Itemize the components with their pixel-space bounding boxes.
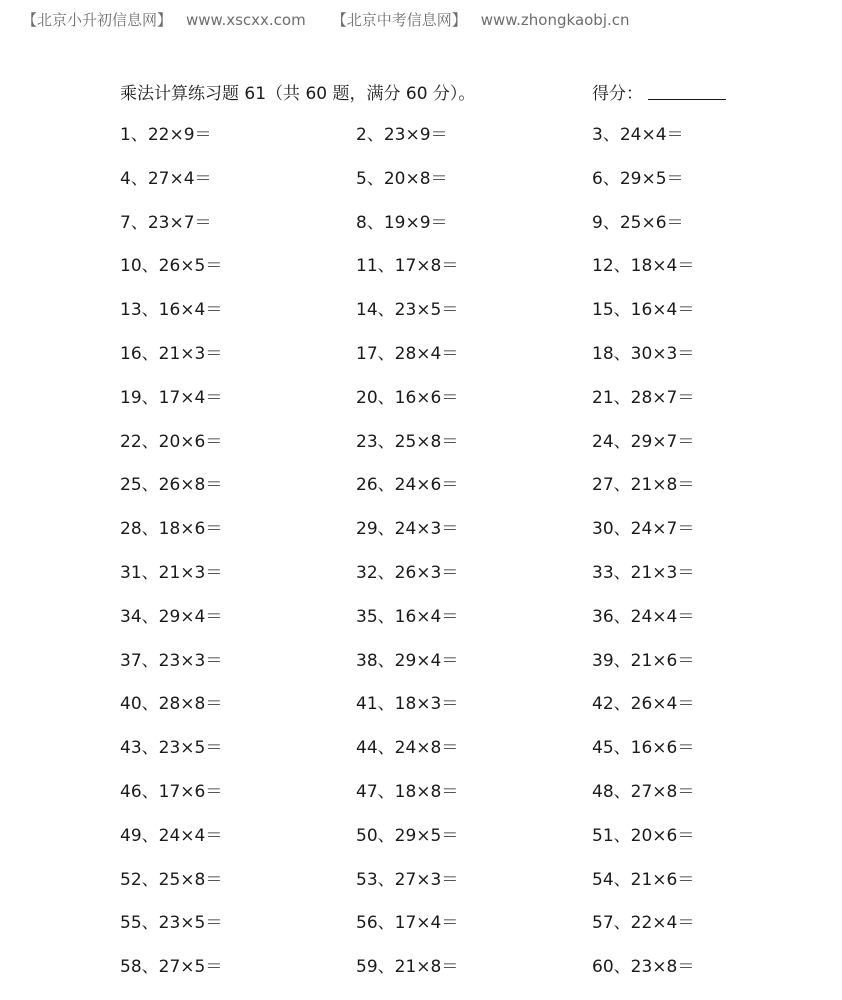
score-blank-line: [648, 99, 726, 100]
problem-item: 31、21×3＝: [120, 562, 223, 583]
problem-item: 10、26×5＝: [120, 256, 223, 277]
problem-item: 52、25×8＝: [120, 869, 223, 890]
header-site-zhongkaobj: www.zhongkaobj.cn: [480, 11, 630, 29]
header-site-xscxx: www.xscxx.com: [186, 11, 306, 29]
problem-item: 41、18×3＝: [356, 694, 459, 715]
problem-item: 7、23×7＝: [120, 212, 212, 233]
problem-item: 57、22×4＝: [592, 913, 695, 934]
problem-item: 58、27×5＝: [120, 957, 223, 978]
problem-item: 13、16×4＝: [120, 300, 223, 321]
problem-item: 25、26×8＝: [120, 475, 223, 496]
problem-item: 18、30×3＝: [592, 343, 695, 364]
problem-item: 50、29×5＝: [356, 825, 459, 846]
problem-item: 3、24×4＝: [592, 125, 684, 145]
problem-item: 38、29×4＝: [356, 650, 459, 671]
problem-item: 12、18×4＝: [592, 256, 695, 277]
problem-item: 21、28×7＝: [592, 387, 695, 408]
problem-item: 2、23×9＝: [356, 125, 448, 145]
problem-item: 54、21×6＝: [592, 869, 695, 890]
problem-item: 24、29×7＝: [592, 431, 695, 452]
problem-item: 56、17×4＝: [356, 913, 459, 934]
problem-item: 30、24×7＝: [592, 519, 695, 540]
problem-item: 11、17×8＝: [356, 256, 459, 277]
problem-item: 35、16×4＝: [356, 606, 459, 627]
problem-item: 26、24×6＝: [356, 475, 459, 496]
problem-item: 32、26×3＝: [356, 562, 459, 583]
problem-item: 36、24×4＝: [592, 606, 695, 627]
problem-item: 44、24×8＝: [356, 738, 459, 759]
problem-item: 59、21×8＝: [356, 957, 459, 978]
problem-item: 17、28×4＝: [356, 343, 459, 364]
worksheet-title: 乘法计算练习题 61（共 60 题，满分 60 分）。: [120, 84, 476, 104]
problem-item: 23、25×8＝: [356, 431, 459, 452]
problem-item: 28、18×6＝: [120, 519, 223, 540]
problem-item: 14、23×5＝: [356, 300, 459, 321]
problem-grid: [120, 124, 760, 1000]
problem-item: 39、21×6＝: [592, 650, 695, 671]
worksheet-title-line: [120, 79, 760, 103]
problem-item: 37、23×3＝: [120, 650, 223, 671]
problem-item: 45、16×6＝: [592, 738, 695, 759]
problem-item: 16、21×3＝: [120, 343, 223, 364]
problem-item: 42、26×4＝: [592, 694, 695, 715]
problem-item: 55、23×5＝: [120, 913, 223, 934]
problem-item: 46、17×6＝: [120, 781, 223, 802]
problem-item: 20、16×6＝: [356, 387, 459, 408]
header-brand-zhongkao: 【北京中考信息网】: [331, 11, 467, 29]
problem-item: 33、21×3＝: [592, 562, 695, 583]
problem-item: 34、29×4＝: [120, 606, 223, 627]
problem-item: 47、18×8＝: [356, 781, 459, 802]
problem-item: 49、24×4＝: [120, 825, 223, 846]
problem-item: 8、19×9＝: [356, 212, 448, 233]
problem-item: 27、21×8＝: [592, 475, 695, 496]
header-brand-xiaoshengchu: 【北京小升初信息网】: [22, 11, 173, 29]
problem-item: 19、17×4＝: [120, 387, 223, 408]
score-label: 得分：: [592, 84, 643, 104]
problem-item: 1、22×9＝: [120, 125, 212, 145]
problem-item: 5、20×8＝: [356, 168, 448, 189]
problem-item: 60、23×8＝: [592, 957, 695, 978]
problem-item: 51、20×6＝: [592, 825, 695, 846]
problem-item: 43、23×5＝: [120, 738, 223, 759]
problem-item: 9、25×6＝: [592, 212, 684, 233]
problem-item: 48、27×8＝: [592, 781, 695, 802]
problem-item: 6、29×5＝: [592, 168, 684, 189]
page-header: [22, 9, 842, 29]
problem-item: 53、27×3＝: [356, 869, 459, 890]
problem-item: 15、16×4＝: [592, 300, 695, 321]
problem-item: 40、28×8＝: [120, 694, 223, 715]
problem-item: 22、20×6＝: [120, 431, 223, 452]
problem-item: 29、24×3＝: [356, 519, 459, 540]
problem-item: 4、27×4＝: [120, 168, 212, 189]
